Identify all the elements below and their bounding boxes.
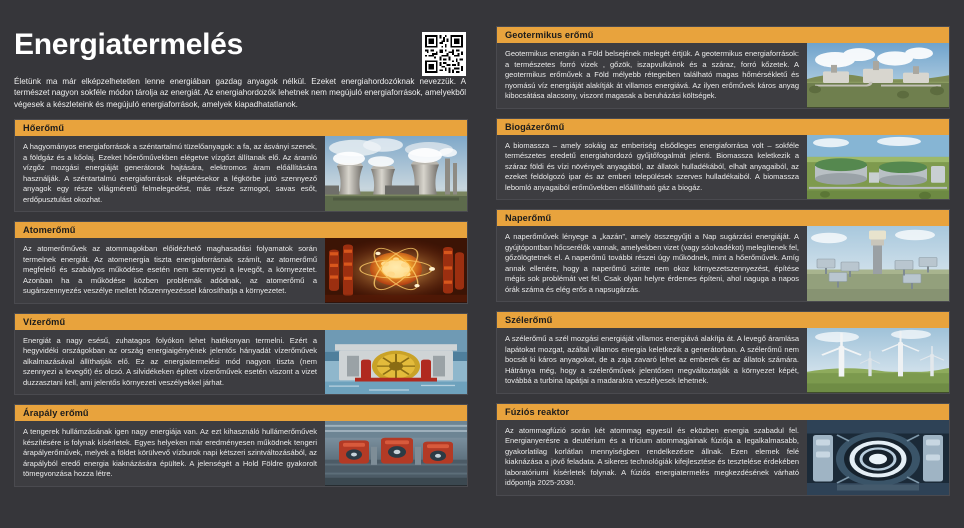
image-nuclear-reaction-atom: [325, 238, 467, 303]
image-solar-tower-plant: [807, 226, 949, 301]
section-fuzios-reaktor: [496, 403, 950, 496]
image-wind-turbines-field: [807, 328, 949, 393]
image-fusion-reactor-tokamak: [807, 420, 949, 495]
section-title: Hőerőmű: [15, 120, 467, 136]
image-tidal-power-turbine-hall: [325, 421, 467, 486]
intro-paragraph: Életünk ma már elképzelhetetlen lenne energiában gazdag anyagok nélkül. Ezeket energiahordozóknak nevezzük. A természet nagyon sokféle módon tárolja az energiát. Az energiahordozók lehetnek nem megújuló energiaforrások, amelyekből végesek a készleteink és megújuló energiaforrások, amelyek kiapadhatatlanok.: [14, 77, 466, 109]
section-naperomu: [496, 209, 950, 302]
section-text: A naperőművek lényege a „kazán”, amely összegyűjti a Nap sugárzási energiáját. A gyújtópontban hőcserélők vannak, amelyekben vizet (vagy sóolvadékot) melegítenek fel, gőzölögtetnek el. A naperőmű további részei úgy működnek, mint a hőerőművek. Amíg annak ellenére, hogy a naperőmű szinte nem okoz környezetszennyezést, építése mégis sok problémát vet fel. Csak olyan helyre érdemes építeni, ahol naguga a napos órák száma és elég erős a napsugárzás.: [505, 232, 799, 294]
qr-code-icon[interactable]: [422, 32, 466, 76]
section-text: Energiát a nagy esésű, zuhatagos folyókon lehet hatékonyan termelni. Ezért a hegyvidéki országokban az ország energiaigényének jelentős hányadát vízerőművek alkalmazásával állíthatják elő. Ez az energiatermelési mód nagyon tiszta (nem szennyezi a levegőt) és olcsó. A silvidékeken épített vízerőművek esetén viszont a vizet duzzasztani kell, ami jelentős környezeti veszélyekkel járhat.: [23, 335, 317, 387]
section-text: A tengerek hullámzásának igen nagy energiája van. Az ezt kihasználó hullámerőművek készítésére is folynak kísérletek. Egyes helyeken már eredményesen működnek tengeri árapályerőművek, melyek a földet körülvevő vízburok napi kétszeri szintváltozásából, az árapályból eredő energia kiaknázására épültek. A jelenségét a Hold Földre gyakorolt tömegvonzása hozza létre.: [23, 427, 317, 479]
image-biogas-plant-tanks: [807, 135, 949, 200]
section-hoeromu: [14, 119, 468, 212]
section-vizeromu: [14, 313, 468, 396]
image-geothermal-plant-steam: [807, 43, 949, 108]
section-title: Geotermikus erőmű: [497, 27, 949, 43]
section-text: Az atomerőművek az atommagokban előidézhető maghasadási folyamatok során termelnek energiát. Az atomenergia tiszta energiaforrásnak számít, az atomerőmű megfelelő és szabályos működése esetén nem szennyezi a levegőt, a környezetet. Azonban ha a működése közben problémák adódnak, az atomerőmű a sugárszennyezés veszélye mellett hőszennyezéssel károsíthatja a környezetet.: [23, 244, 317, 296]
section-title: Biogázerőmű: [497, 119, 949, 135]
section-text: A szélerőmű a szél mozgási energiáját villamos energiává alakítja át. A levegő áramlása lapátokat mozgat, azáltal villamos energia keletkezik a generátorban. A szélerőmű nem bocsát ki káros anyagokat, de a zaja zavaró lehet az emberek és az állatok számára. Hátránya még, hogy a szélerőművek jelentősen megváltoztatják a környezet képét, továbbá a turbina lapátjai a madarakra veszélyesek lehetnek.: [505, 334, 799, 385]
right-page: [482, 0, 964, 528]
section-title: Fúziós reaktor: [497, 404, 949, 420]
section-text: A biomassza – amely sokáig az emberiség elsődleges energiaforrása volt – sokféle természetes eredetű energiahordozó gyűjtőfogalmát jelenti. Biomassza keletkezik a száraz földi és vízi növények anyagából, az állatok hulladékából, elhalt anyagaiból, az ezeket feldolgozó ipar és az emberi települések szerves hulladékaiból. A biomassza lebomló anyagaiból erőművekben előállítható gáz a biogáz.: [505, 140, 799, 192]
section-biogazeromu: [496, 118, 950, 201]
section-text: A hagyományos energiaforrások a széntartalmú tüzelőanyagok: a fa, az ásványi szenek, a földgáz és a kőolaj. Ezeket hőerőművekben elégetve vízgőzt állítanak elő. Az áramló vízgőz mozgási energiáját generátorok hajtására, elektromos áram előállítására használják. A széntartalmú energiaforrások elégetésekor a légkörbe jutó szennyező anyagok egy része világméretű felmelegedést, más része szmogot, savas esőt, erdőpusztulást okozhat.: [23, 142, 317, 204]
section-title: Vízerőmű: [15, 314, 467, 330]
page-title: Energiatermelés: [14, 28, 243, 61]
section-szeleromu: [496, 311, 950, 394]
image-power-plant-cooling-towers: [325, 136, 467, 211]
section-title: Atomerőmű: [15, 222, 467, 238]
section-title: Árapály erőmű: [15, 405, 467, 421]
section-atomeromu: [14, 221, 468, 304]
section-text: Az atommagfúzió során két atommag egyesül és eközben energia szabadul fel. Energianyerésre a deutérium és a trícium atommagjainak fúziója a legalkalmasabb, gyakorlatilag korlátlan mennyiségben rendelkezésre állnak. Ezen elemek felé kiaknázása a jövő feladata. A sikeres technológiák kifejlesztése és tesztelése érdekében laboratóriumi kísérletek folynak. A fúziós energiatermelés megkezdésének várható időpontja 2025-2030.: [505, 425, 799, 487]
section-arapaly-eromu: [14, 404, 468, 487]
title-block: [14, 30, 468, 76]
section-text: Geotermikus energián a Föld belsejének melegét értjük. A geotermikus energiaforrások: a természetes forró vizek , gőzök, iszapvulkánok és a száraz, forró kőzetek. A geotermikus erőművek a Föld mélyebb rétegeiben található magas hőmérsékletű és nyomású víz energiáját alakítják át villamos energiává. Az ilyen erőművek káros anyag kibocsátása alacsony, viszont magasak a beruházási költségek.: [505, 49, 799, 100]
section-geotermikus-eromu: [496, 26, 950, 109]
section-title: Szélerőmű: [497, 312, 949, 328]
image-hydro-power-dam-turbine: [325, 330, 467, 395]
section-title: Naperőmű: [497, 210, 949, 226]
